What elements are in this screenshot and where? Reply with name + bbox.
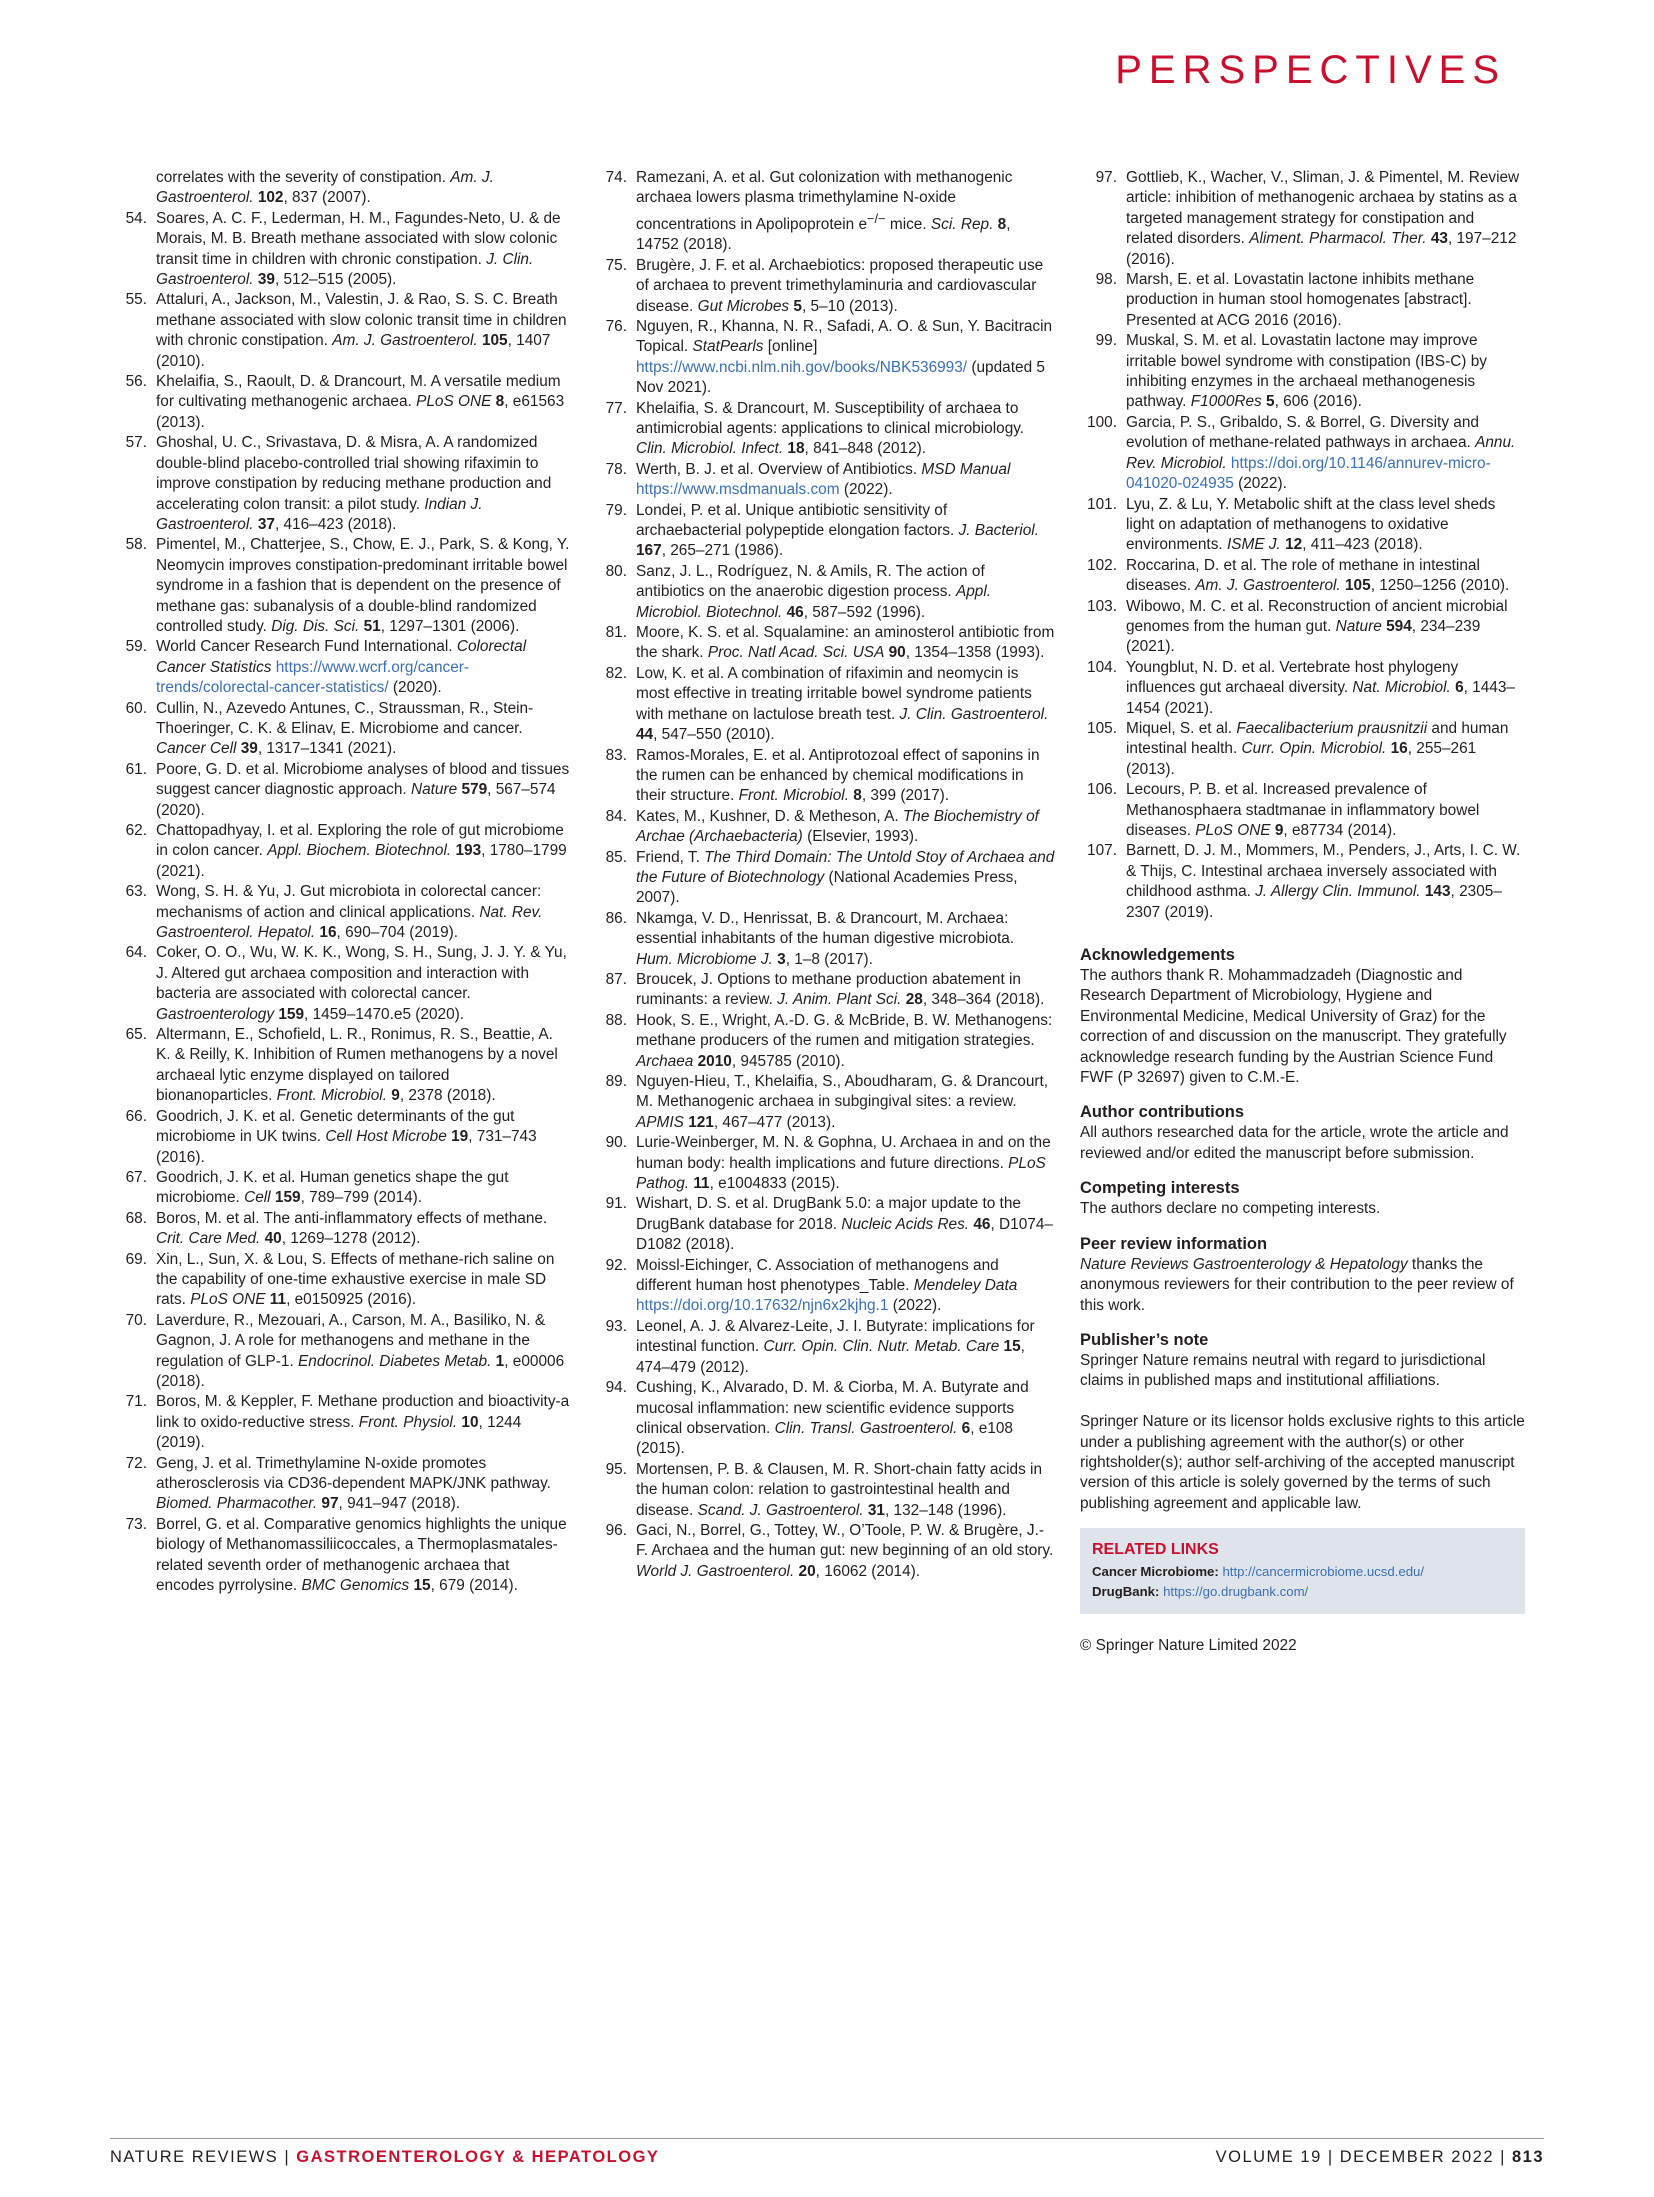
reference-number: 67.: [125, 1168, 147, 1186]
reference-text: Boros, M. et al. The anti-inflammatory effects of methane. Crit. Care Med. 40, 1269–1278 (2012).: [156, 1209, 548, 1248]
reference-item: [110, 1209, 570, 1250]
reference-item: [590, 317, 1055, 399]
reference-item: [110, 1168, 570, 1209]
reference-number: 83.: [605, 746, 627, 764]
reference-item: [590, 807, 1055, 848]
section-heading: Competing interests: [1080, 1179, 1240, 1198]
section-heading: Author contributions: [1080, 1103, 1245, 1122]
reference-number: 71.: [125, 1393, 147, 1411]
reference-number: 101.: [1087, 495, 1117, 513]
reference-number: 77.: [605, 399, 627, 417]
reference-number: 99.: [1095, 332, 1117, 350]
section-body: The authors thank R. Mohammadzadeh (Diagnostic and Research Department of Microbiology, Hygiene and Environmental Medicine, Medical University of Graz) for the correction of and discussion on the manuscript. They gratefully acknowledge research funding by the Austrian Science Fund FWF (P 32697) given to C.M.-E.: [1080, 967, 1507, 1087]
info-section: [1080, 945, 1525, 1088]
reference-item: [590, 909, 1055, 970]
reference-text: Miquel, S. et al. Faecalibacterium prausnitzii and human intestinal health. Curr. Opin. Microbiol. 16, 255–261 (2013).: [1126, 719, 1509, 778]
reference-item: [590, 1460, 1055, 1521]
reference-text: Borrel, G. et al. Comparative genomics highlights the unique biology of Methanomassiliicoccales, a Thermoplasmatales-related seventh order of methanogenic archaea that encodes pyrrolysine. BMC Genomics 15, 679 (2014).: [156, 1515, 567, 1595]
reference-item: [590, 970, 1055, 1011]
reference-item: [110, 821, 570, 882]
reference-text: Goodrich, J. K. et al. Genetic determinants of the gut microbiome in UK twins. Cell Host Microbe 19, 731–743 (2016).: [156, 1107, 537, 1166]
section-body: Nature Reviews Gastroenterology & Hepatology thanks the anonymous reviewers for their contribution to the peer review of this work.: [1080, 1255, 1514, 1314]
reference-item: [1080, 597, 1525, 658]
reference-text: Leonel, A. J. & Alvarez-Leite, J. I. Butyrate: implications for intestinal function. Curr. Opin. Clin. Nutr. Metab. Care 15, 474–479 (2012).: [636, 1317, 1035, 1376]
reference-number: 97.: [1095, 169, 1117, 186]
reference-number: 98.: [1095, 271, 1117, 289]
reference-number: 60.: [125, 699, 147, 717]
reference-number: 95.: [605, 1460, 627, 1478]
reference-text: Moore, K. S. et al. Squalamine: an aminosterol antibiotic from the shark. Proc. Natl Acad. Sci. USA 90, 1354–1358 (1993).: [636, 624, 1055, 662]
reference-item: [590, 1072, 1055, 1133]
reference-number: 79.: [605, 501, 627, 519]
reference-item: [1080, 270, 1525, 331]
reference-item: [1080, 556, 1525, 597]
reference-text: Coker, O. O., Wu, W. K. K., Wong, S. H., Sung, J. J. Y. & Yu, J. Altered gut archaea composition and interaction with bacteria are associated with colorectal cancer. Gastroenterology 159, 1459–1470.e5 (2020).: [156, 944, 567, 1023]
section-body: All authors researched data for the article, wrote the article and reviewed and/or edited the manuscript before submission.: [1080, 1124, 1509, 1162]
related-links-title: RELATED LINKS: [1092, 1541, 1219, 1559]
reference-text: correlates with the severity of constipation. Am. J. Gastroenterol. 102, 837 (2007).: [156, 169, 494, 207]
reference-number: 100.: [1087, 413, 1117, 431]
reference-text: Werth, B. J. et al. Overview of Antibiotics. MSD Manual https://www.msdmanuals.com (2022).: [636, 460, 1011, 499]
reference-item: [1080, 495, 1525, 556]
reference-text: Cullin, N., Azevedo Antunes, C., Straussman, R., Stein-Thoeringer, C. K. & Elinav, E. Microbiome and cancer. Cancer Cell 39, 1317–1341 (2021).: [156, 699, 534, 758]
reference-number: 107.: [1087, 842, 1117, 860]
reference-item: [110, 699, 570, 760]
reference-text: Ghoshal, U. C., Srivastava, D. & Misra, A. A randomized double-blind placebo-controlled trial showing rifaximin to improve constipation by reducing methane production and accelerating colon transit: a pilot study. Indian J. Gastroenterol. 37, 416–423 (2018).: [156, 434, 552, 533]
reference-item: [110, 1392, 570, 1453]
reference-number: 93.: [605, 1317, 627, 1335]
reference-text: Nkamga, V. D., Henrissat, B. & Drancourt, M. Archaea: essential inhabitants of the human digestive microbiota. Hum. Microbiome J. 3, 1–8 (2017).: [636, 909, 1015, 968]
reference-number: 61.: [125, 760, 147, 778]
reference-item: [590, 1256, 1055, 1317]
reference-number: 75.: [605, 256, 627, 274]
reference-number: 86.: [605, 909, 627, 927]
reference-item: [110, 535, 570, 637]
reference-number: 88.: [605, 1011, 627, 1029]
reference-number: 58.: [125, 536, 147, 554]
reference-number: 70.: [125, 1311, 147, 1329]
reference-text: Wong, S. H. & Yu, J. Gut microbiota in colorectal cancer: mechanisms of action and clinical applications. Nat. Rev. Gastroenterol. Hepatol. 16, 690–704 (2019).: [156, 883, 543, 942]
reference-text: Lecours, P. B. et al. Increased prevalence of Methanosphaera stadtmanae in inflammatory bowel diseases. PLoS ONE 9, e87734 (2014).: [1126, 781, 1480, 839]
reference-text: Lurie-Weinberger, M. N. & Gophna, U. Archaea in and on the human body: health implications and future directions. PLoS Pathog. 11, e1004833 (2015).: [636, 1134, 1051, 1193]
reference-number: 78.: [605, 460, 627, 478]
reference-number: 64.: [125, 944, 147, 962]
reference-item: [590, 848, 1055, 909]
info-section: [1080, 1178, 1525, 1219]
reference-text: Marsh, E. et al. Lovastatin lactone inhibits methane production in human stool homogenates [abstract]. Presented at ACG 2016 (2016).: [1126, 271, 1475, 329]
reference-number: 62.: [125, 822, 147, 839]
reference-number: 66.: [125, 1107, 147, 1125]
reference-item: [590, 1133, 1055, 1194]
reference-item: [1080, 413, 1525, 495]
reference-item: [110, 168, 570, 209]
reference-item: [590, 501, 1055, 562]
info-section: [1080, 1102, 1525, 1164]
reference-item: [1080, 168, 1525, 270]
reference-number: 102.: [1087, 556, 1117, 574]
reference-text: Poore, G. D. et al. Microbiome analyses of blood and tissues suggest cancer diagnostic approach. Nature 579, 567–574 (2020).: [156, 760, 570, 819]
reference-number: 89.: [605, 1073, 627, 1090]
reference-item: [1080, 780, 1525, 841]
reference-text: Geng, J. et al. Trimethylamine N-oxide promotes atherosclerosis via CD36-dependent MAPK/JNK pathway. Biomed. Pharmacother. 97, 941–947 (2018).: [156, 1454, 551, 1513]
reference-number: 92.: [605, 1256, 627, 1274]
reference-number: 59.: [125, 638, 147, 656]
section-heading: Publisher’s note: [1080, 1330, 1209, 1349]
footer-publication-name: NATURE REVIEWS: [110, 2148, 279, 2166]
reference-item: [590, 168, 1055, 256]
reference-text: Boros, M. & Keppler, F. Methane production and bioactivity-a link to oxido-reductive stress. Front. Physiol. 10, 1244 (2019).: [156, 1393, 570, 1452]
reference-number: 94.: [605, 1379, 627, 1397]
footer-volume-info: VOLUME 19 | DECEMBER 2022 |: [1215, 2148, 1506, 2166]
footer-volume: [1216, 2148, 1544, 2167]
reference-text: Khelaifia, S. & Drancourt, M. Susceptibility of archaea to antimicrobial agents: applications to clinical microbiology. Clin. Microbiol. Infect. 18, 841–848 (2012).: [636, 399, 1025, 458]
article-info-sections: [1080, 945, 1525, 1514]
reference-text: Cushing, K., Alvarado, D. M. & Ciorba, M. A. Butyrate and mucosal inflammation: new scientific evidence supports clinical observation. Clin. Transl. Gastroenterol. 6, e108 (2015).: [636, 1379, 1029, 1458]
reference-text: Barnett, D. J. M., Mommers, M., Penders, J., Arts, I. C. W. & Thijs, C. Intestinal archaea inversely associated with childhood asthma. J. Allergy Clin. Immunol. 143, 2305–2307 (2019).: [1126, 842, 1521, 921]
reference-text: Laverdure, R., Mezouari, A., Carson, M. A., Basiliko, N. & Gagnon, J. A role for methanogens and methane in the regulation of GLP-1. Endocrinol. Diabetes Metab. 1, e00006 (2018).: [156, 1311, 565, 1390]
reference-text: Lyu, Z. & Lu, Y. Metabolic shift at the class level sheds light on adaptation of methanogens to oxidative environments. ISME J. 12, 411–423 (2018).: [1126, 495, 1496, 554]
related-links-box: [1080, 1528, 1525, 1614]
reference-text: Soares, A. C. F., Lederman, H. M., Fagundes-Neto, U. & de Morais, M. B. Breath methane associated with slow colonic transit time in children with chronic constipation. J. Clin. Gastroenterol. 39, 512–515 (2005).: [156, 209, 561, 289]
reference-text: Chattopadhyay, I. et al. Exploring the role of gut microbiome in colon cancer. Appl. Biochem. Biotechnol. 193, 1780–1799 (2021).: [156, 822, 567, 880]
reference-text: Youngblut, N. D. et al. Vertebrate host phylogeny influences gut archaeal diversity. Nat. Microbiol. 6, 1443–1454 (2021).: [1126, 658, 1515, 717]
reference-number: 65.: [125, 1026, 147, 1044]
reference-item: [590, 1011, 1055, 1072]
reference-number: 54.: [125, 209, 147, 227]
reference-text: Khelaifia, S., Raoult, D. & Drancourt, M. A versatile medium for cultivating methanogenic archaea. PLoS ONE 8, e61563 (2013).: [156, 373, 565, 431]
page-number: 813: [1511, 2148, 1544, 2166]
reference-number: 56.: [125, 373, 147, 391]
reference-number: 72.: [125, 1454, 147, 1472]
reference-item: [110, 209, 570, 291]
reference-item: [110, 1025, 570, 1107]
reference-item: [1080, 331, 1525, 413]
section-body: Springer Nature remains neutral with regard to jurisdictional claims in published maps and institutional affiliations. Springer Nature or its licensor holds exclusive rights to this article under a publishing agreement with the author(s) or other rightsholder(s); author self-archiving of the accepted manuscript version of this article is solely governed by the terms of such publishing agreement and applicable law.: [1080, 1351, 1525, 1512]
reference-number: 91.: [605, 1195, 627, 1213]
reference-text: Attaluri, A., Jackson, M., Valestin, J. & Rao, S. S. C. Breath methane associated with slow colonic transit time in children with chronic constipation. Am. J. Gastroenterol. 105, 1407 (2010).: [156, 291, 567, 370]
reference-number: 57.: [125, 434, 147, 452]
related-link-drugbank[interactable]: [1092, 1582, 1513, 1602]
reference-number: 73.: [125, 1515, 147, 1533]
reference-item: [110, 637, 570, 698]
reference-text: Low, K. et al. A combination of rifaximin and neomycin is most effective in treating irritable bowel syndrome patients with methane on lactulose breath test. J. Clin. Gastroenterol. 44, 547–550 (2010).: [636, 664, 1049, 744]
reference-text: Hook, S. E., Wright, A.-D. G. & McBride, B. W. Methanogens: methane producers of the rumen and mitigation strategies. Archaea 2010, 945785 (2010).: [636, 1011, 1053, 1070]
reference-item: [110, 1250, 570, 1311]
reference-item: [110, 882, 570, 943]
reference-text: World Cancer Research Fund International. Colorectal Cancer Statistics https://www.wcrf.org/cancer-trends/colorectal-cancer-statistics/ (2020).: [156, 638, 527, 697]
reference-item: [1080, 658, 1525, 719]
reference-item: [590, 664, 1055, 746]
info-section: [1080, 1330, 1525, 1514]
reference-number: 90.: [605, 1134, 627, 1152]
related-link-url[interactable]: http://cancermicrobiome.ucsd.edu/: [1222, 1564, 1425, 1580]
reference-number: 81.: [605, 624, 627, 642]
reference-number: 96.: [605, 1521, 627, 1539]
reference-text: Garcia, P. S., Gribaldo, S. & Borrel, G. Diversity and evolution of methane-related pathways in archaea. Annu. Rev. Microbiol. https://doi.org/10.1146/annurev-micro-041020-024935 (2022).: [1126, 413, 1516, 493]
reference-number: 69.: [125, 1250, 147, 1268]
footer-journal-name: GASTROENTEROLOGY & HEPATOLOGY: [296, 2148, 660, 2166]
references-column-1: [110, 168, 570, 1596]
reference-item: [590, 746, 1055, 807]
reference-text: Friend, T. The Third Domain: The Untold Stoy of Archaea and the Future of Biotechnology (National Academies Press, 2007).: [636, 848, 1055, 907]
reference-number: 87.: [605, 970, 627, 988]
references-column-2: [590, 168, 1055, 1582]
reference-text: Kates, M., Kushner, D. & Metheson, A. The Biochemistry of Archae (Archaebacteria) (Elsevier, 1993).: [636, 807, 1039, 846]
reference-item: [110, 433, 570, 535]
reference-item: [110, 1107, 570, 1168]
reference-text: Broucek, J. Options to methane production abatement in ruminants: a review. J. Anim. Plant Sci. 28, 348–364 (2018).: [636, 970, 1045, 1009]
reference-item: [590, 399, 1055, 460]
reference-item: [110, 760, 570, 821]
info-section: [1080, 1234, 1525, 1316]
reference-item: [590, 1378, 1055, 1460]
reference-number: 76.: [605, 317, 627, 335]
reference-item: [1080, 719, 1525, 780]
reference-text: Pimentel, M., Chatterjee, S., Chow, E. J., Park, S. & Kong, Y. Neomycin improves constipation-predominant irritable bowel syndrome in a fashion that is dependent on the presence of methane gas: subanalysis of a double-blind randomized controlled study. Dig. Dis. Sci. 51, 1297–1301 (2006).: [156, 536, 570, 635]
reference-number: 106.: [1087, 781, 1117, 799]
reference-item: [110, 290, 570, 372]
related-link-label: DrugBank:: [1092, 1584, 1160, 1600]
copyright-notice: © Springer Nature Limited 2022: [1080, 1637, 1297, 1655]
reference-number: 103.: [1087, 597, 1117, 615]
reference-item: [590, 1317, 1055, 1378]
reference-text: Gottlieb, K., Wacher, V., Sliman, J. & Pimentel, M. Review article: inhibition of methanogenic archaea by statins as a targeted management strategy for constipation and related disorders. Aliment. Pharmacol. Ther. 43, 197–212 (2016).: [1126, 169, 1520, 268]
reference-text: Nguyen-Hieu, T., Khelaifia, S., Aboudharam, G. & Drancourt, M. Methanogenic archaea in subgingival sites: a review. APMIS 121, 467–477 (2013).: [636, 1073, 1049, 1131]
references-column-3: [1080, 168, 1525, 1657]
reference-number: 55.: [125, 291, 147, 309]
footer-publication: NATURE REVIEWS | GASTROENTEROLOGY & HEPATOLOGY: [110, 2148, 660, 2166]
related-link-url[interactable]: https://go.drugbank.com/: [1163, 1584, 1309, 1600]
reference-text: Sanz, J. L., Rodríguez, N. & Amils, R. The action of antibiotics on the anaerobic digestion process. Appl. Microbiol. Biotechnol. 46, 587–592 (1996).: [636, 562, 992, 621]
reference-number: 74.: [605, 169, 627, 186]
reference-item: [590, 1521, 1055, 1582]
section-header: PERSPECTIVES: [1115, 48, 1506, 92]
reference-number: 104.: [1087, 658, 1117, 676]
related-link-label: Cancer Microbiome:: [1092, 1564, 1219, 1580]
section-heading: Acknowledgements: [1080, 946, 1235, 965]
reference-text: Ramezani, A. et al. Gut colonization with methanogenic archaea lowers plasma trimethylamine N-oxide concentrations in Apolipoprotein e−/− mice. Sci. Rep. 8, 14752 (2018).: [636, 169, 1013, 254]
reference-text: Ramos-Morales, E. et al. Antiprotozoal effect of saponins in the rumen can be enhanced by chemical modifications in their structure. Front. Microbiol. 8, 399 (2017).: [636, 746, 1040, 805]
reference-item: [110, 1311, 570, 1393]
reference-item: [110, 943, 570, 1025]
section-body: The authors declare no competing interests.: [1080, 1200, 1381, 1218]
reference-item: [590, 623, 1055, 664]
reference-item: [1080, 841, 1525, 923]
reference-text: Xin, L., Sun, X. & Lou, S. Effects of methane-rich saline on the capability of one-time exhaustive exercise in male SD rats. PLoS ONE 11, e0150925 (2016).: [156, 1250, 555, 1309]
reference-text: Altermann, E., Schofield, L. R., Ronimus, R. S., Beattie, A. K. & Reilly, K. Inhibition of Rumen methanogens by a novel archaeal lytic enzyme displayed on tailored bionanoparticles. Front. Microbiol. 9, 2378 (2018).: [156, 1026, 558, 1105]
reference-item: [110, 1515, 570, 1597]
reference-text: Wibowo, M. C. et al. Reconstruction of ancient microbial genomes from the human gut. Nature 594, 234–239 (2021).: [1126, 597, 1508, 656]
reference-number: 105.: [1087, 719, 1117, 737]
section-heading: Peer review information: [1080, 1234, 1268, 1253]
reference-number: 84.: [605, 807, 627, 825]
reference-text: Muskal, S. M. et al. Lovastatin lactone may improve irritable bowel syndrome with constipation (IBS-C) by inhibiting enzymes in the archaeal methanogenesis pathway. F1000Res 5, 606 (2016).: [1126, 332, 1487, 411]
reference-item: [590, 256, 1055, 317]
references-list-3: [1080, 168, 1525, 923]
reference-number: 80.: [605, 562, 627, 580]
reference-text: Gaci, N., Borrel, G., Tottey, W., O’Toole, P. W. & Brugère, J.-F. Archaea and the human gut: new beginning of an old story. World J. Gastroenterol. 20, 16062 (2014).: [636, 1521, 1054, 1580]
reference-item: [110, 372, 570, 433]
reference-text: Nguyen, R., Khanna, N. R., Safadi, A. O. & Sun, Y. Bacitracin Topical. StatPearls [online] https://www.ncbi.nlm.nih.gov/books/NBK536993/ (updated 5 Nov 2021).: [636, 317, 1053, 397]
reference-text: Mortensen, P. B. & Clausen, M. R. Short-chain fatty acids in the human colon: relation to gastrointestinal health and disease. Scand. J. Gastroenterol. 31, 132–148 (1996).: [636, 1460, 1043, 1519]
reference-item: [110, 1454, 570, 1515]
reference-number: 82.: [605, 664, 627, 682]
reference-number: 68.: [125, 1209, 147, 1227]
reference-text: Londei, P. et al. Unique antibiotic sensitivity of archaebacterial polypeptide elongation factors. J. Bacteriol. 167, 265–271 (1986).: [636, 501, 1039, 560]
reference-item: [590, 562, 1055, 623]
reference-item: [590, 1194, 1055, 1255]
reference-text: Wishart, D. S. et al. DrugBank 5.0: a major update to the DrugBank database for 2018. Nucleic Acids Res. 46, D1074–D1082 (2018).: [636, 1195, 1053, 1254]
footer-divider: [110, 2138, 1544, 2139]
reference-text: Goodrich, J. K. et al. Human genetics shape the gut microbiome. Cell 159, 789–799 (2014).: [156, 1168, 509, 1207]
reference-number: 63.: [125, 883, 147, 901]
reference-text: Moissl-Eichinger, C. Association of methanogens and different human host phenotypes_Table. Mendeley Data https://doi.org/10.17632/njn6x2kjhg.1 (2022).: [636, 1256, 1018, 1315]
reference-text: Roccarina, D. et al. The role of methane in intestinal diseases. Am. J. Gastroenterol. 105, 1250–1256 (2010).: [1126, 556, 1510, 595]
related-link-cancer-microbiome[interactable]: [1092, 1562, 1513, 1582]
reference-number: 85.: [605, 848, 627, 866]
reference-text: Brugère, J. F. et al. Archaebiotics: proposed therapeutic use of archaea to prevent trimethylaminuria and cardiovascular disease. Gut Microbes 5, 5–10 (2013).: [636, 256, 1044, 315]
reference-item: [590, 460, 1055, 501]
